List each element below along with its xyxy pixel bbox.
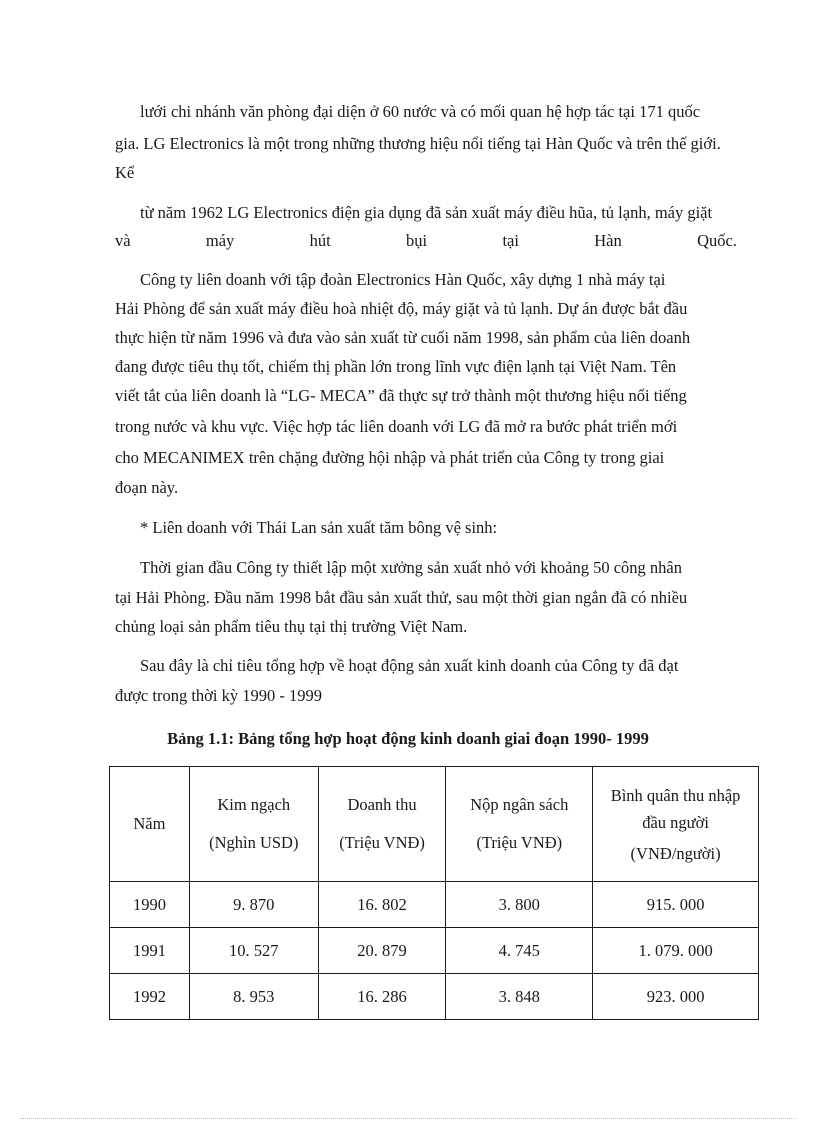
- paragraph-line: Kể: [115, 163, 135, 182]
- paragraph-line: Thời gian đầu Công ty thiết lập một xưởng sản xuất nhỏ với khoảng 50 công nhân: [140, 558, 682, 577]
- paragraph-line: viết tắt của liên doanh là “LG- MECA” đã thực sự trở thành một thương hiệu nổi tiếng: [115, 386, 687, 405]
- cell-doanh-thu: 20. 879: [318, 928, 446, 974]
- paragraph-line: trong nước và khu vực. Việc hợp tác liên doanh với LG đã mở ra bước phát triển mới: [115, 417, 678, 436]
- word: bụi: [406, 231, 428, 250]
- table-header-row: [110, 767, 759, 882]
- cell-year: 1992: [110, 974, 190, 1020]
- header-nam: Năm: [110, 767, 190, 882]
- paragraph-line: gia. LG Electronics là một trong những thương hiệu nổi tiếng tại Hàn Quốc và trên thế giới.: [115, 134, 721, 153]
- cell-kim-ngach: 10. 527: [189, 928, 318, 974]
- word: máy: [205, 231, 235, 250]
- header-line: Doanh thu: [347, 795, 417, 814]
- cell-nop-ngan-sach: 3. 800: [446, 882, 593, 928]
- cell-kim-ngach: 8. 953: [189, 974, 318, 1020]
- table-row: [110, 882, 759, 928]
- cell-doanh-thu: 16. 802: [318, 882, 446, 928]
- word: và: [115, 231, 131, 250]
- cell-kim-ngach: 9. 870: [189, 882, 318, 928]
- table-row: [110, 928, 759, 974]
- paragraph-line: lưới chi nhánh văn phòng đại diện ở 60 nước và có mối quan hệ hợp tác tại 171 quốc: [140, 102, 701, 121]
- cell-nop-ngan-sach: 3. 848: [446, 974, 593, 1020]
- paragraph-line: từ năm 1962 LG Electronics điện gia dụng đã sản xuất máy điều hũa, tủ lạnh, máy giặt: [140, 203, 713, 222]
- paragraph-line: đoạn này.: [115, 478, 179, 497]
- header-line: Bình quân thu nhập: [610, 785, 741, 805]
- header-line: (Nghìn USD): [209, 833, 299, 852]
- header-doanh-thu: [318, 767, 446, 882]
- cell-year: 1990: [110, 882, 190, 928]
- paragraph-line: đang được tiêu thụ tốt, chiếm thị phần lớn trong lĩnh vực điện lạnh tại Việt Nam. Tên: [115, 357, 677, 376]
- header-line: đầu người: [642, 812, 709, 832]
- cell-binh-quan: 915. 000: [593, 882, 759, 928]
- header-line: Nộp ngân sách: [470, 795, 569, 814]
- word: Quốc.: [697, 231, 737, 250]
- header-line: (Triệu VNĐ): [339, 833, 425, 852]
- header-line: Kim ngạch: [217, 795, 291, 814]
- paragraph-line: chủng loại sản phẩm tiêu thụ tại thị trường Việt Nam.: [115, 617, 468, 636]
- table-caption: Bảng 1.1: Bảng tổng hợp hoạt động kinh doanh giai đoạn 1990- 1999: [167, 729, 649, 748]
- word: Hàn: [594, 231, 622, 250]
- header-kim-ngach: [189, 767, 318, 882]
- word: hút: [309, 231, 331, 250]
- paragraph-line: Sau đây là chỉ tiêu tổng hợp về hoạt động sản xuất kinh doanh của Công ty đã đạt: [140, 656, 679, 675]
- header-line: (Triệu VNĐ): [476, 833, 563, 852]
- paragraph-line: Công ty liên doanh với tập đoàn Electronics Hàn Quốc, xây dựng 1 nhà máy tại: [140, 270, 666, 289]
- cell-binh-quan: 923. 000: [593, 974, 759, 1020]
- paragraph-line: thực hiện từ năm 1996 và đưa vào sản xuất từ cuối năm 1998, sản phẩm của liên doanh: [115, 328, 691, 347]
- cell-binh-quan: 1. 079. 000: [593, 928, 759, 974]
- cell-year: 1991: [110, 928, 190, 974]
- cell-nop-ngan-sach: 4. 745: [446, 928, 593, 974]
- header-nop-ngan-sach: [446, 767, 593, 882]
- justified-line: [115, 231, 737, 251]
- paragraph-line: Hải Phòng để sản xuất máy điều hoà nhiệt độ, máy giặt và tủ lạnh. Dự án được bắt đầu: [115, 299, 688, 318]
- page-bottom-divider: [20, 1118, 796, 1119]
- paragraph-line: cho MECANIMEX trên chặng đường hội nhập và phát triển của Công ty trong giai: [115, 448, 665, 467]
- word: tại: [502, 231, 519, 250]
- paragraph-line: tại Hải Phòng. Đầu năm 1998 bắt đầu sản xuất thử, sau một thời gian ngắn đã có nhiều: [115, 588, 688, 607]
- paragraph-line: được trong thời kỳ 1990 - 1999: [115, 686, 322, 705]
- business-summary-table: [109, 766, 759, 1020]
- header-line: (VNĐ/người): [630, 843, 721, 863]
- header-binh-quan: [593, 767, 759, 882]
- paragraph-line: * Liên doanh với Thái Lan sản xuất tăm bông vệ sinh:: [140, 518, 498, 537]
- cell-doanh-thu: 16. 286: [318, 974, 446, 1020]
- table-row: [110, 974, 759, 1020]
